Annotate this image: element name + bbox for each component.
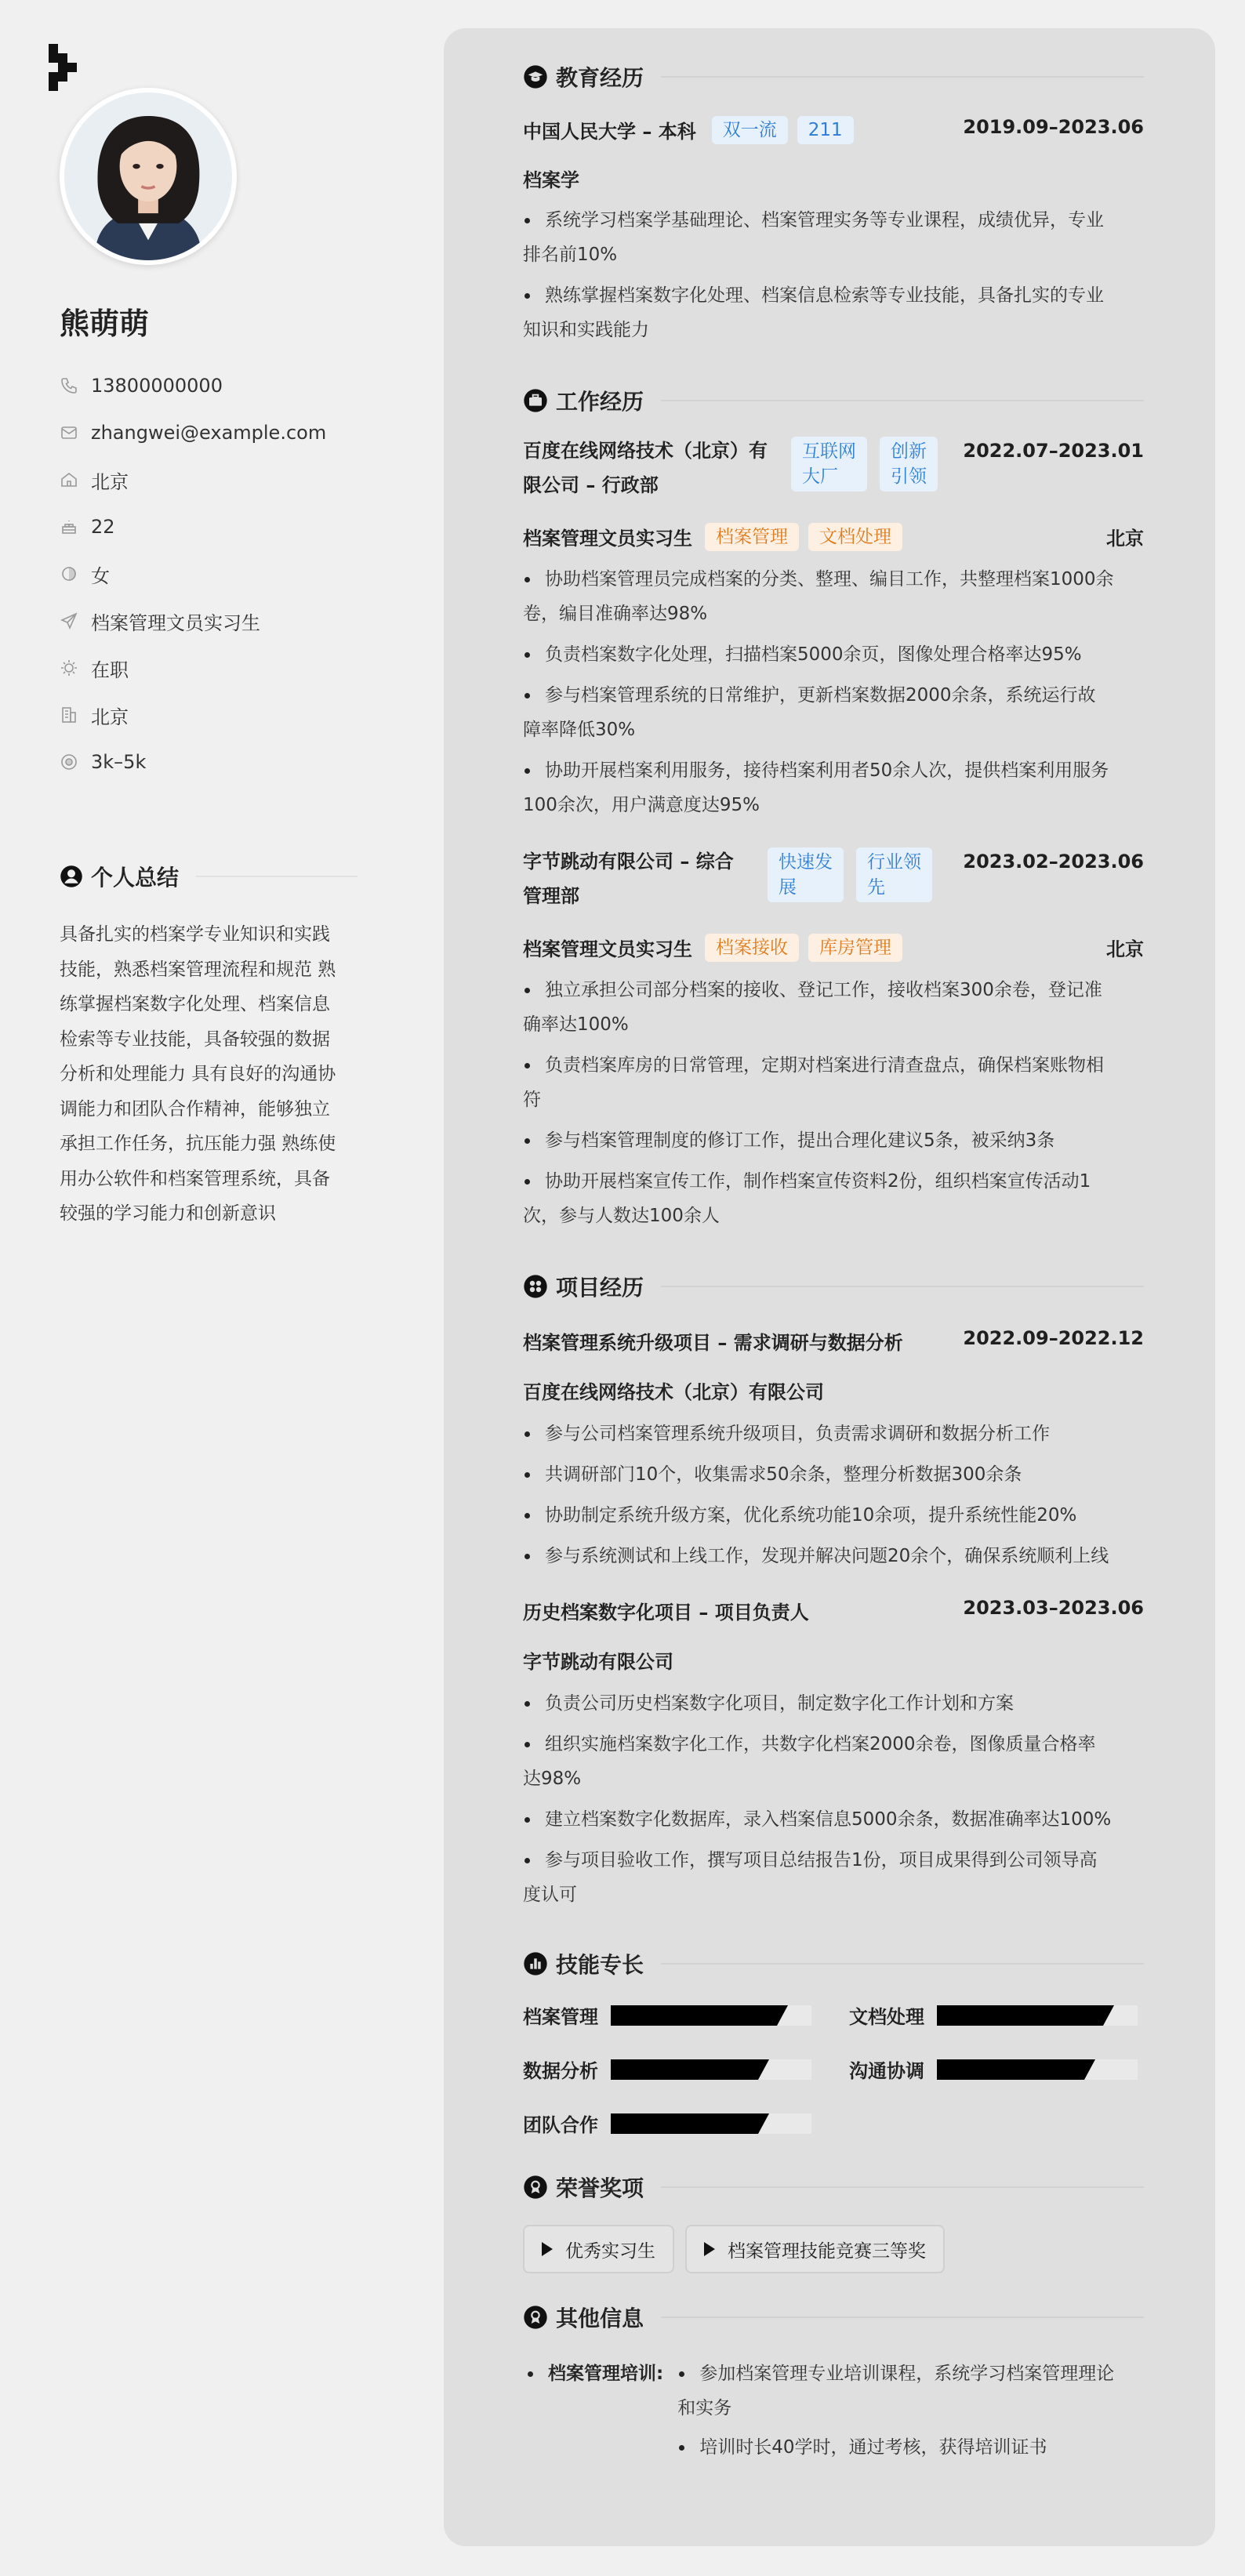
bullet-line: 确率达100% bbox=[523, 1014, 629, 1035]
company-name bbox=[523, 844, 758, 913]
info-value: 北京 bbox=[91, 470, 129, 493]
other-sublist bbox=[677, 2356, 1144, 2465]
list-item bbox=[523, 637, 1144, 672]
skill-bar bbox=[611, 2059, 811, 2080]
list-item bbox=[523, 1686, 1144, 1721]
project-org: 字节跳动有限公司 bbox=[523, 1651, 673, 1673]
role-title: 档案管理文员实习生 bbox=[523, 938, 692, 960]
divider bbox=[661, 2317, 1144, 2318]
home-icon bbox=[60, 470, 78, 489]
tag-line: 行业领 bbox=[867, 852, 921, 873]
info-value: zhangwei@example.com bbox=[91, 422, 327, 444]
summary-line: 用办公软件和档案管理系统，具备 bbox=[60, 1168, 330, 1189]
role-title: 档案管理文员实习生 bbox=[523, 528, 692, 550]
project-date: 2023.03–2023.06 bbox=[963, 1597, 1144, 1619]
contact-info-list bbox=[60, 362, 389, 785]
bullet-line: 卷，编目准确率达98% bbox=[523, 604, 708, 624]
list-item bbox=[523, 1164, 1144, 1233]
bullet-line: 100余次，用户满意度达95% bbox=[523, 795, 760, 815]
info-position bbox=[60, 597, 389, 644]
briefcase-icon bbox=[523, 388, 548, 413]
bullet-line: 负责档案库房的日常管理，定期对档案进行清查盘点，确保档案账物相 bbox=[545, 1055, 1104, 1076]
award-item bbox=[685, 2225, 945, 2273]
project-row bbox=[523, 1327, 1144, 1355]
education-row bbox=[523, 116, 1144, 144]
list-item bbox=[523, 203, 1144, 272]
summary-heading bbox=[60, 861, 358, 892]
skill-fill bbox=[937, 2059, 1084, 2080]
work-row bbox=[523, 851, 1144, 913]
award-icon bbox=[523, 2175, 548, 2200]
skill-item bbox=[523, 2110, 818, 2137]
divider bbox=[661, 2186, 1144, 2188]
list-item bbox=[523, 278, 1144, 347]
info-value: 3k–5k bbox=[91, 751, 147, 773]
divider bbox=[661, 1963, 1144, 1965]
work-bullets bbox=[523, 562, 1144, 822]
info-salary bbox=[60, 738, 389, 785]
list-item bbox=[523, 1802, 1144, 1837]
section-title: 项目经历 bbox=[556, 1275, 644, 1301]
work-row bbox=[523, 440, 1144, 503]
project-bullets bbox=[523, 1686, 1144, 1912]
building-icon bbox=[60, 706, 78, 724]
tag-line: 创新 bbox=[891, 441, 927, 462]
status-icon bbox=[60, 659, 78, 677]
honors-heading bbox=[523, 2170, 1144, 2204]
award-label: 优秀实习生 bbox=[565, 2240, 655, 2262]
summary-line: 分析和处理能力 具有良好的沟通协 bbox=[60, 1064, 336, 1084]
school-name: 中国人民大学 – 本科 bbox=[523, 121, 696, 143]
bullet-line: 参与系统测试和上线工作，发现并解决问题20余个，确保系统顺利上线 bbox=[545, 1546, 1109, 1566]
tag-line: 快速发 bbox=[779, 852, 833, 873]
summary-line: 检索等专业技能，具备较强的数据 bbox=[60, 1029, 330, 1050]
skill-name: 档案管理 bbox=[523, 2006, 598, 2028]
info-value: 22 bbox=[91, 516, 115, 538]
work-date: 2023.02–2023.06 bbox=[963, 851, 1144, 873]
company-line: 百度在线网络技术（北京）有 bbox=[523, 440, 768, 462]
divider bbox=[661, 76, 1144, 78]
skill-item bbox=[849, 2055, 1144, 2083]
info-value: 女 bbox=[91, 564, 110, 587]
other-list bbox=[523, 2356, 1144, 2465]
list-item bbox=[677, 2430, 1144, 2465]
tag-line: 先 bbox=[867, 877, 885, 898]
summary-text bbox=[60, 917, 358, 1232]
company-tag bbox=[791, 437, 867, 492]
bar-chart-icon bbox=[523, 1951, 548, 1976]
list-item bbox=[523, 1457, 1144, 1492]
divider bbox=[661, 400, 1144, 401]
info-gender bbox=[60, 550, 389, 597]
bullet-line: 协助制定系统升级方案，优化系统功能10余项，提升系统性能20% bbox=[545, 1505, 1077, 1526]
skill-fill bbox=[611, 2113, 758, 2134]
bullet-line: 排名前10% bbox=[523, 245, 618, 265]
education-date: 2019.09–2023.06 bbox=[963, 116, 1144, 138]
projects-heading bbox=[523, 1269, 1144, 1304]
section-title: 教育经历 bbox=[556, 65, 644, 91]
info-status bbox=[60, 644, 389, 691]
section-title: 工作经历 bbox=[556, 389, 644, 415]
role-row bbox=[523, 934, 1144, 962]
company-tag bbox=[880, 437, 938, 492]
bullet-line: 负责档案数字化处理，扫描档案5000余页，图像处理合格率达95% bbox=[545, 644, 1082, 665]
bullet-line: 协助开展档案利用服务，接待档案利用者50余人次，提供档案利用服务 bbox=[545, 760, 1109, 781]
tag-line: 大厂 bbox=[802, 466, 838, 487]
skill-name: 数据分析 bbox=[523, 2060, 598, 2082]
bullet-line: 组织实施档案数字化工作，共数字化档案2000余卷，图像质量合格率 bbox=[545, 1734, 1096, 1754]
cake-icon bbox=[60, 517, 78, 536]
company-line: 管理部 bbox=[523, 885, 579, 907]
awards-list bbox=[523, 2225, 1144, 2273]
work-date: 2022.07–2023.01 bbox=[963, 440, 1144, 462]
skill-name: 文档处理 bbox=[849, 2006, 924, 2028]
skill-bar bbox=[611, 2113, 811, 2134]
info-age bbox=[60, 503, 389, 550]
company-tag bbox=[856, 847, 932, 902]
skill-fill bbox=[937, 2005, 1103, 2026]
bullet-line: 协助档案管理员完成档案的分类、整理、编目工作，共整理档案1000余 bbox=[545, 569, 1114, 590]
bullet-line: 符 bbox=[523, 1090, 541, 1110]
phone-icon bbox=[60, 376, 78, 395]
skill-fill bbox=[611, 2005, 777, 2026]
play-icon bbox=[704, 2242, 715, 2256]
user-circle-icon bbox=[60, 865, 83, 888]
summary-line: 技能，熟悉档案管理流程和规范 熟 bbox=[60, 959, 336, 980]
bullet-line: 参与项目验收工作，撰写项目总结报告1份，项目成果得到公司领导高 bbox=[545, 1850, 1098, 1870]
skill-fill bbox=[611, 2059, 758, 2080]
skills-grid bbox=[523, 2001, 1144, 2137]
list-item bbox=[523, 562, 1144, 631]
project-bullets bbox=[523, 1417, 1144, 1573]
list-item bbox=[523, 973, 1144, 1042]
bullet-line: 障率降低30% bbox=[523, 720, 636, 740]
list-item bbox=[523, 1843, 1144, 1912]
bullet-line: 参加档案管理专业培训课程，系统学习档案管理理论 bbox=[699, 2364, 1115, 2384]
info-email bbox=[60, 409, 389, 456]
info-value: 13800000000 bbox=[91, 375, 223, 397]
info-city bbox=[60, 691, 389, 738]
education-heading bbox=[523, 60, 1144, 94]
avatar bbox=[60, 88, 237, 265]
list-item bbox=[523, 753, 1144, 822]
bullet-line: 协助开展档案宣传工作，制作档案宣传资料2份，组织档案宣传活动1 bbox=[545, 1171, 1091, 1192]
tag-line: 引领 bbox=[891, 466, 927, 487]
list-item bbox=[523, 1417, 1144, 1451]
list-item bbox=[677, 2356, 1144, 2425]
bullet-line: 和实务 bbox=[677, 2398, 732, 2418]
bullet-line: 负责公司历史档案数字化项目，制定数字化工作计划和方案 bbox=[545, 1693, 1014, 1714]
skill-name: 沟通协调 bbox=[849, 2060, 924, 2082]
section-title: 其他信息 bbox=[556, 2306, 644, 2331]
role-city: 北京 bbox=[1106, 528, 1144, 550]
project-name: 档案管理系统升级项目 – 需求调研与数据分析 bbox=[523, 1332, 903, 1354]
project-org: 百度在线网络技术（北京）有限公司 bbox=[523, 1381, 824, 1403]
list-item bbox=[523, 1123, 1144, 1158]
role-tag: 文档处理 bbox=[808, 523, 902, 551]
salary-icon bbox=[60, 753, 78, 771]
bullet-line: 度认可 bbox=[523, 1885, 577, 1905]
skills-heading bbox=[523, 1947, 1144, 1981]
role-city: 北京 bbox=[1106, 938, 1144, 960]
bullet-line: 参与档案管理系统的日常维护，更新档案数据2000余条，系统运行故 bbox=[545, 685, 1096, 706]
bullet-line: 系统学习档案学基础理论、档案管理实务等专业课程，成绩优异，专业 bbox=[545, 210, 1104, 230]
logo-chevron-icon bbox=[49, 44, 82, 91]
bullet-line: 达98% bbox=[523, 1769, 582, 1789]
company-tag bbox=[768, 847, 844, 902]
info-value: 北京 bbox=[91, 706, 129, 728]
list-item bbox=[523, 1498, 1144, 1533]
summary-title: 个人总结 bbox=[91, 865, 180, 891]
section-title: 技能专长 bbox=[556, 1952, 644, 1978]
bullet-line: 培训时长40学时，通过考核，获得培训证书 bbox=[699, 2437, 1047, 2458]
project-row bbox=[523, 1597, 1144, 1624]
bullet-line: 建立档案数字化数据库，录入档案信息5000余条，数据准确率达100% bbox=[545, 1809, 1112, 1830]
bullet-line: 共调研部门10个，收集需求50余条，整理分析数据300余条 bbox=[545, 1464, 1022, 1485]
skill-bar bbox=[937, 2059, 1138, 2080]
divider bbox=[661, 1286, 1144, 1287]
company-line: 限公司 – 行政部 bbox=[523, 474, 659, 496]
list-item bbox=[523, 1727, 1144, 1796]
tag-line: 展 bbox=[779, 877, 797, 898]
work-bullets bbox=[523, 973, 1144, 1233]
education-bullets bbox=[523, 203, 1144, 347]
play-icon bbox=[542, 2242, 553, 2256]
info-value: 档案管理文员实习生 bbox=[91, 611, 260, 634]
list-item bbox=[523, 678, 1144, 747]
role-row bbox=[523, 523, 1144, 551]
bullet-line: 次，参与人数达100余人 bbox=[523, 1206, 720, 1226]
role-tag: 库房管理 bbox=[808, 934, 902, 962]
gender-icon bbox=[60, 564, 78, 583]
grid-icon bbox=[523, 1274, 548, 1299]
summary-line: 具备扎实的档案学专业知识和实践 bbox=[60, 924, 330, 945]
bullet-line: 知识和实践能力 bbox=[523, 320, 649, 340]
info-phone bbox=[60, 362, 389, 409]
other-label: 档案管理培训: bbox=[548, 2364, 664, 2384]
main-panel bbox=[444, 28, 1215, 2546]
award-icon bbox=[523, 2305, 548, 2330]
skill-name: 团队合作 bbox=[523, 2114, 598, 2136]
section-title: 荣誉奖项 bbox=[556, 2175, 644, 2201]
award-label: 档案管理技能竞赛三等奖 bbox=[728, 2240, 926, 2262]
education-major: 档案学 bbox=[523, 169, 579, 191]
list-item bbox=[523, 1048, 1144, 1117]
mail-icon bbox=[60, 423, 78, 442]
company-line: 字节跳动有限公司 – 综合 bbox=[523, 851, 734, 873]
summary-line: 较强的学习能力和创新意识 bbox=[60, 1203, 276, 1224]
education-tag: 双一流 bbox=[712, 116, 788, 144]
work-heading bbox=[523, 383, 1144, 418]
bullet-line: 熟练掌握档案数字化处理、档案信息检索等专业技能，具备扎实的专业 bbox=[545, 285, 1104, 306]
list-item bbox=[526, 2356, 1144, 2465]
tag-line: 互联网 bbox=[802, 441, 856, 462]
education-tag: 211 bbox=[797, 116, 854, 144]
bullet-line: 参与公司档案管理系统升级项目，负责需求调研和数据分析工作 bbox=[545, 1424, 1050, 1444]
skill-item bbox=[523, 2001, 818, 2029]
profile-name: 熊萌萌 bbox=[60, 307, 150, 341]
other-heading bbox=[523, 2300, 1144, 2335]
award-item bbox=[523, 2225, 674, 2273]
company-name bbox=[523, 434, 782, 503]
summary-line: 练掌握档案数字化处理、档案信息 bbox=[60, 994, 330, 1014]
info-location bbox=[60, 456, 389, 503]
role-tag: 档案接收 bbox=[705, 934, 799, 962]
info-value: 在职 bbox=[91, 659, 129, 681]
skill-item bbox=[849, 2001, 1144, 2029]
list-item bbox=[523, 1539, 1144, 1573]
summary-line: 调能力和团队合作精神，能够独立 bbox=[60, 1098, 330, 1119]
summary-line: 承担工作任务，抗压能力强 熟练使 bbox=[60, 1134, 336, 1154]
project-date: 2022.09–2022.12 bbox=[963, 1327, 1144, 1349]
graduation-cap-icon bbox=[523, 64, 548, 89]
skill-bar bbox=[611, 2005, 811, 2026]
role-tag: 档案管理 bbox=[705, 523, 799, 551]
project-name: 历史档案数字化项目 – 项目负责人 bbox=[523, 1602, 809, 1624]
skill-bar bbox=[937, 2005, 1138, 2026]
send-icon bbox=[60, 611, 78, 630]
skill-item bbox=[523, 2055, 818, 2083]
divider bbox=[196, 876, 358, 877]
bullet-line: 独立承担公司部分档案的接收、登记工作，接收档案300余卷，登记准 bbox=[545, 980, 1102, 1000]
bullet-line: 参与档案管理制度的修订工作，提出合理化建议5条，被采纳3条 bbox=[545, 1130, 1055, 1151]
